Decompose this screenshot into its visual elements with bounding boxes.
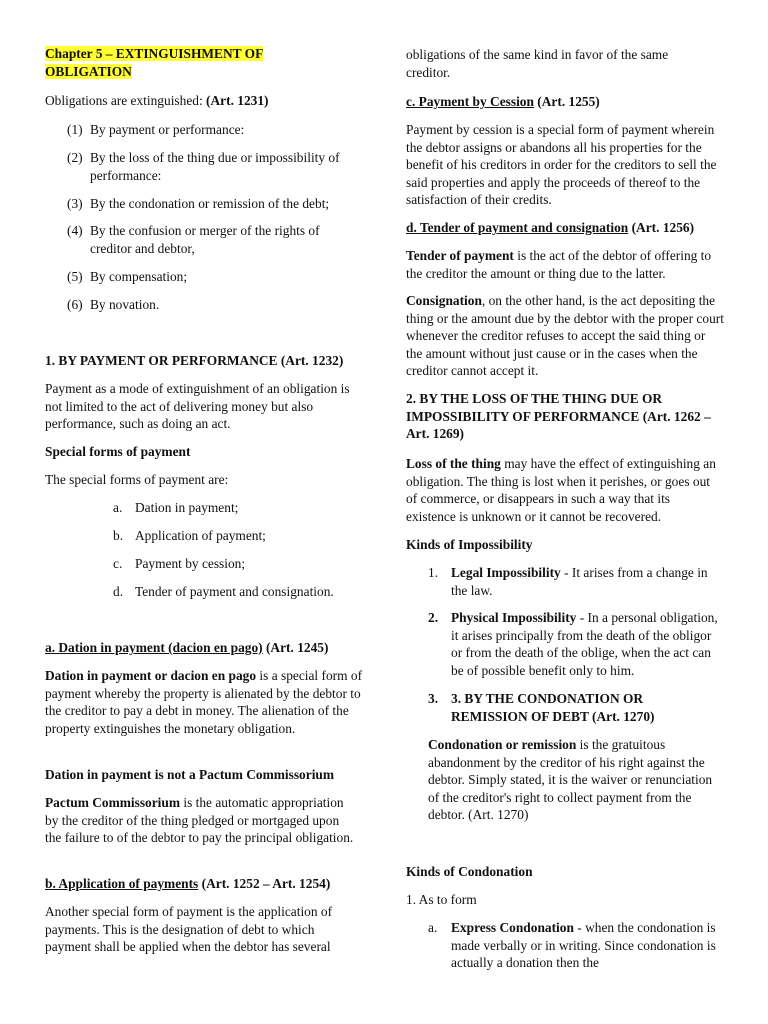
pactum-paragraph: Pactum Commissorium is the automatic appropriation by the creditor of the thing pledged or mortgaged upon the failure to of the debtor to pay the principal obligation. bbox=[45, 795, 354, 846]
kinds-impossibility-heading: Kinds of Impossibility bbox=[406, 537, 533, 552]
mode-item-5: (5) By compensation; bbox=[67, 269, 188, 284]
section-3-heading: 3. 3. BY THE CONDONATION OR REMISSION OF DEBT (Art. 1270) bbox=[428, 691, 655, 724]
tender-paragraph: Tender of payment is the act of the debtor of offering to the creditor the amount or thing due to the latter. bbox=[406, 248, 712, 281]
section-1-heading: 1. BY PAYMENT OR PERFORMANCE (Art. 1232) bbox=[45, 353, 344, 368]
mode-item-1: (1) By payment or performance: bbox=[67, 122, 245, 137]
mode-item-2: (2) By the loss of the thing due or impossibility of performance: bbox=[67, 150, 340, 183]
cession-paragraph: Payment by cession is a special form of payment wherein the debtor assigns or abandons all his properties for the benefit of his creditors in order for the creditors to sell the said properties and apply the proceeds of thereof to the satisfaction of their credits. bbox=[406, 122, 717, 208]
pactum-heading: Dation in payment is not a Pactum Commissorium bbox=[45, 767, 335, 782]
as-to-form-label: 1. As to form bbox=[406, 892, 477, 907]
mode-item-6: (6) By novation. bbox=[67, 297, 160, 312]
impossibility-item-1: 1. Legal Impossibility - It arises from a change in the law. bbox=[428, 565, 708, 598]
mode-item-4: (4) By the confusion or merger of the rights of creditor and debtor, bbox=[67, 223, 320, 256]
dation-heading: a. Dation in payment (dacion en pago) (Art. 1245) bbox=[45, 640, 329, 655]
mode-item-3: (3) By the condonation or remission of the debt; bbox=[67, 196, 330, 211]
consignation-paragraph: Consignation, on the other hand, is the act depositing the thing or the amount due by the debtor with the proper court whenever the creditor refuses to accept the said thing or the amount without just cause or in the cases when the creditor cannot accept it. bbox=[406, 293, 724, 379]
special-item-a: a. Dation in payment; bbox=[113, 500, 239, 515]
special-forms-intro: The special forms of payment are: bbox=[45, 472, 229, 487]
dation-paragraph: Dation in payment or dacion en pago is a special form of payment whereby the property is alienated by the debtor to the creditor to pay a debt in money. The alienation of the property extinguishes the monetary obligation. bbox=[45, 668, 363, 736]
application-heading: b. Application of payments (Art. 1252 – Art. 1254) bbox=[45, 876, 331, 891]
chapter-title: Chapter 5 – EXTINGUISHMENT OF OBLIGATION bbox=[45, 46, 264, 79]
section-2-heading: 2. BY THE LOSS OF THE THING DUE OR IMPOSSIBILITY OF PERFORMANCE (Art. 1262 – Art. 1269) bbox=[406, 391, 711, 442]
kinds-condonation-heading: Kinds of Condonation bbox=[406, 864, 533, 879]
tender-heading: d. Tender of payment and consignation (Art. 1256) bbox=[406, 220, 695, 235]
special-item-b: b. Application of payment; bbox=[113, 528, 266, 543]
impossibility-item-2: 2. Physical Impossibility - In a personal obligation, it arises principally from the death of the obligor or from the death of the oblige, when the act can be of possible benefit only to him. bbox=[428, 610, 718, 678]
special-forms-heading: Special forms of payment bbox=[45, 444, 191, 459]
express-condonation-item: a. Express Condonation - when the condonation is made verbally or in writing. Since condonation is actually a donation then the bbox=[428, 920, 716, 971]
condonation-paragraph: Condonation or remission is the gratuitous abandonment by the creditor of his right against the debtor. Simply stated, it is the waiver or renunciation of the creditor's right to collect payment from the debtor. (Art. 1270) bbox=[428, 737, 713, 823]
intro-line: Obligations are extinguished: (Art. 1231) bbox=[45, 93, 269, 108]
special-item-d: d. Tender of payment and consignation. bbox=[113, 584, 334, 599]
section-1-paragraph: Payment as a mode of extinguishment of an obligation is not limited to the act of delivering money but also performance, such as doing an act. bbox=[45, 381, 350, 432]
application-paragraph: Another special form of payment is the application of payments. This is the designation of debt to which payment shall be applied when the debtor has several bbox=[45, 904, 333, 955]
continued-paragraph: obligations of the same kind in favor of the same creditor. bbox=[406, 47, 669, 80]
special-item-c: c. Payment by cession; bbox=[113, 556, 246, 571]
loss-paragraph: Loss of the thing may have the effect of extinguishing an obligation. The thing is lost when it perishes, or goes out of commerce, or disappears in such a way that its existence is unknown or it cannot be recovered. bbox=[406, 456, 716, 524]
cession-heading: c. Payment by Cession (Art. 1255) bbox=[406, 94, 600, 109]
